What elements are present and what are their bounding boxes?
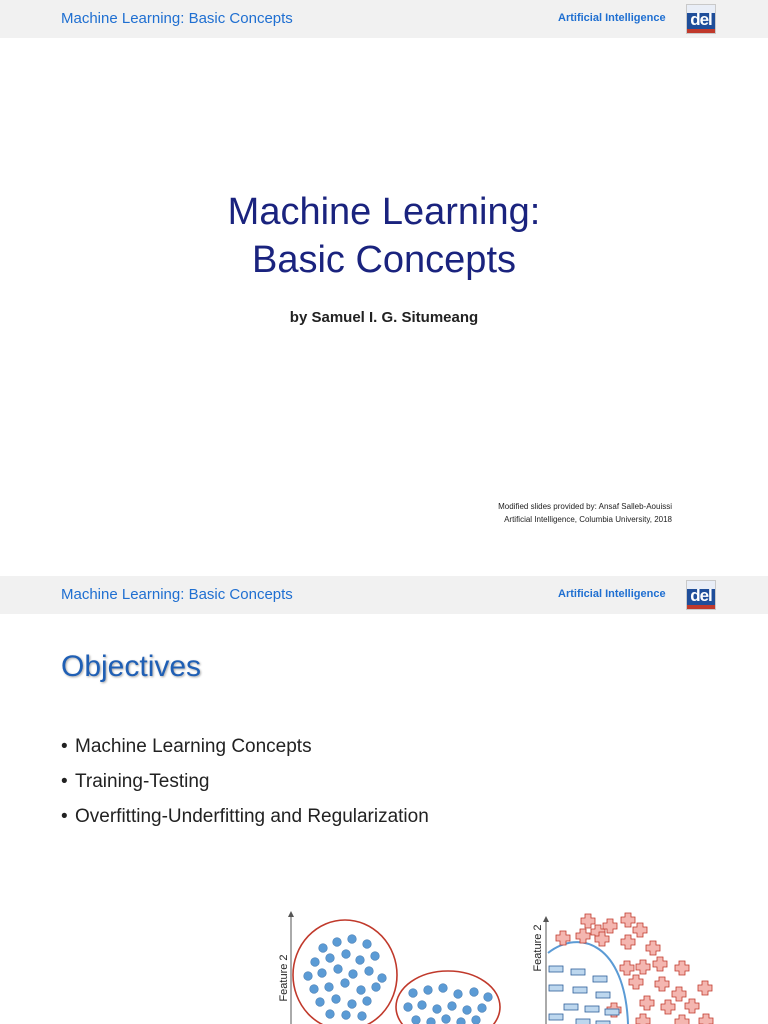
list-item-text: Overfitting-Underfitting and Regularization — [75, 806, 429, 827]
data-point — [433, 1005, 442, 1014]
slide-header — [0, 0, 768, 38]
header-title: Machine Learning: Basic Concepts — [61, 10, 293, 27]
credit-line1: Modified slides provided by: Ansaf Salleb-Aouissi — [498, 502, 672, 511]
minus-icon — [549, 966, 563, 972]
author-line: by Samuel I. G. Situmeang — [289, 309, 479, 326]
plus-icon — [629, 975, 643, 989]
data-point — [358, 1012, 367, 1021]
plus-icon — [620, 961, 634, 975]
slide-title — [0, 188, 768, 284]
data-point — [378, 974, 387, 983]
slide-title-line1: Machine Learning: — [227, 191, 541, 233]
data-point — [478, 1004, 487, 1013]
data-points — [304, 935, 493, 1024]
header-course-label: Artificial Intelligence — [558, 588, 666, 600]
clustering-figure — [0, 576, 768, 1024]
data-point — [418, 1001, 427, 1010]
minus-icon — [571, 969, 585, 975]
data-point — [342, 950, 351, 959]
bullet-dot-icon: • — [61, 806, 68, 827]
data-point — [470, 988, 479, 997]
plus-icon — [576, 929, 590, 943]
data-point — [326, 1010, 335, 1019]
positive-points — [556, 913, 713, 1024]
data-point — [448, 1002, 457, 1011]
plus-icon — [698, 981, 712, 995]
data-point — [457, 1018, 466, 1024]
plus-icon — [646, 941, 660, 955]
data-point — [348, 1000, 357, 1009]
minus-icon — [576, 1019, 590, 1024]
data-point — [365, 967, 374, 976]
data-point — [454, 990, 463, 999]
data-point — [412, 1016, 421, 1024]
plus-icon — [675, 1015, 689, 1024]
plus-icon — [636, 1014, 650, 1024]
plus-icon — [653, 957, 667, 971]
plus-icon — [636, 960, 650, 974]
left-figure-ylabel: Feature 2 — [278, 954, 290, 1002]
data-point — [357, 986, 366, 995]
data-point — [310, 985, 319, 994]
data-point — [363, 997, 372, 1006]
header-title: Machine Learning: Basic Concepts — [61, 586, 293, 603]
data-point — [348, 935, 357, 944]
data-point — [326, 954, 335, 963]
plus-icon — [640, 996, 654, 1010]
data-point — [356, 956, 365, 965]
plus-icon — [581, 914, 595, 928]
plus-icon — [633, 923, 647, 937]
logo-text: del — [690, 10, 712, 29]
minus-icon — [549, 1014, 563, 1020]
plus-icon — [699, 1014, 713, 1024]
data-point — [319, 944, 328, 953]
bullet-dot-icon: • — [61, 771, 68, 792]
data-point — [325, 983, 334, 992]
data-point — [341, 979, 350, 988]
data-point — [304, 972, 313, 981]
clusters-illustration — [278, 911, 500, 1024]
minus-icon — [605, 1009, 619, 1015]
data-point — [318, 969, 327, 978]
data-point — [316, 998, 325, 1007]
classification-illustration — [532, 913, 713, 1024]
data-point — [409, 989, 418, 998]
negative-points — [549, 966, 619, 1024]
data-point — [332, 995, 341, 1004]
list-item-text: Training-Testing — [75, 771, 210, 792]
data-point — [424, 986, 433, 995]
data-point — [349, 970, 358, 979]
data-point — [311, 958, 320, 967]
bullet-dot-icon: • — [61, 736, 68, 757]
minus-icon — [564, 1004, 578, 1010]
logo-bottom-bar — [687, 29, 715, 33]
plus-icon — [621, 935, 635, 949]
data-point — [439, 984, 448, 993]
plus-icon — [621, 913, 635, 927]
plus-icon — [685, 999, 699, 1013]
plus-icon — [675, 961, 689, 975]
list-item-text: Machine Learning Concepts — [75, 736, 312, 757]
data-point — [342, 1011, 351, 1020]
y-axis-arrow-icon — [543, 916, 549, 922]
data-point — [442, 1015, 451, 1024]
data-point — [372, 983, 381, 992]
data-point — [371, 952, 380, 961]
credit-line2: Artificial Intelligence, Columbia University, 2018 — [504, 515, 672, 524]
minus-icon — [573, 987, 587, 993]
logo-text: del — [690, 586, 712, 605]
data-point — [333, 938, 342, 947]
data-point — [404, 1003, 413, 1012]
objectives-heading: Objectives — [61, 650, 202, 683]
data-point — [463, 1006, 472, 1015]
data-point — [472, 1016, 481, 1024]
data-point — [334, 965, 343, 974]
plus-icon — [661, 1000, 675, 1014]
minus-icon — [549, 985, 563, 991]
header-course-label: Artificial Intelligence — [558, 12, 666, 24]
data-point — [427, 1018, 436, 1024]
minus-icon — [585, 1006, 599, 1012]
minus-icon — [593, 976, 607, 982]
objectives-slide — [0, 576, 768, 1024]
y-axis-arrow-icon — [288, 911, 294, 917]
plus-icon — [655, 977, 669, 991]
credit-note — [498, 500, 672, 526]
data-point — [484, 993, 493, 1002]
data-point — [363, 940, 372, 949]
del-logo-icon — [686, 4, 716, 34]
minus-icon — [596, 992, 610, 998]
right-figure-ylabel: Feature 2 — [532, 924, 544, 972]
slide-title-line2: Basic Concepts — [251, 239, 516, 281]
plus-icon — [672, 987, 686, 1001]
